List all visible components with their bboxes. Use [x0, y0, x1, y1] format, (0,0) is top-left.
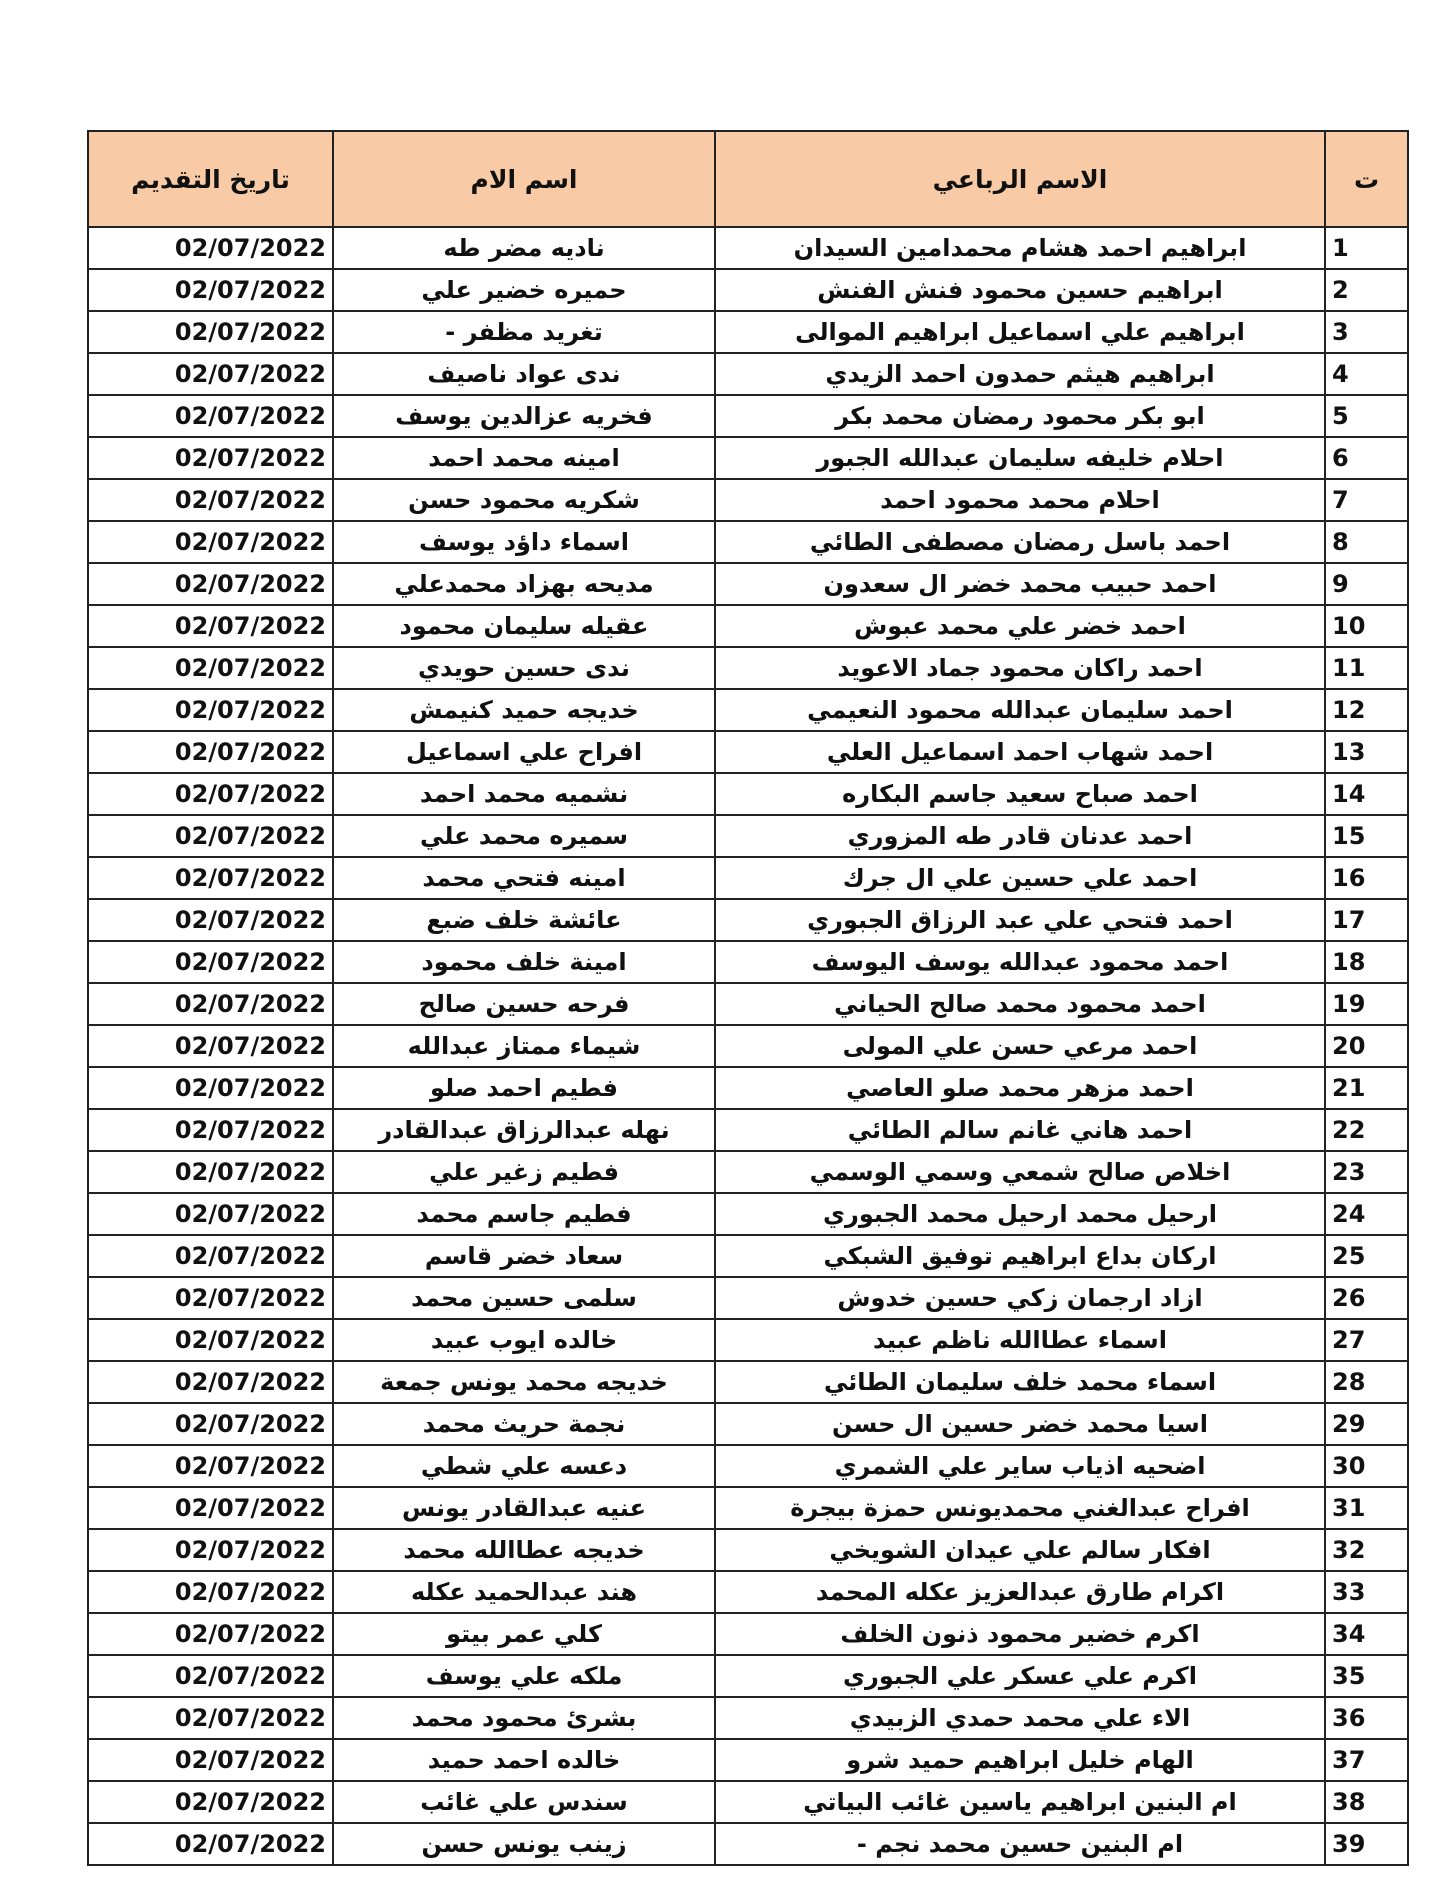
mother-name-cell: تغريد مظفر -: [333, 311, 715, 353]
full-name-cell: اكرم خضير محمود ذنون الخلف: [715, 1613, 1325, 1655]
mother-name-cell: خديجه محمد يونس جمعة: [333, 1361, 715, 1403]
table-row: [88, 1697, 1408, 1739]
application-date-cell: 02/07/2022: [88, 1235, 333, 1277]
application-date-cell: 02/07/2022: [88, 605, 333, 647]
row-number: 5: [1325, 395, 1408, 437]
row-number: 2: [1325, 269, 1408, 311]
application-date-cell: 02/07/2022: [88, 647, 333, 689]
mother-name-cell: نشميه محمد احمد: [333, 773, 715, 815]
application-date-cell: 02/07/2022: [88, 1823, 333, 1865]
full-name-cell: احلام خليفه سليمان عبدالله الجبور: [715, 437, 1325, 479]
row-number: 24: [1325, 1193, 1408, 1235]
application-date-cell: 02/07/2022: [88, 983, 333, 1025]
full-name-cell: اسماء محمد خلف سليمان الطائي: [715, 1361, 1325, 1403]
table-row: [88, 1235, 1408, 1277]
row-number: 15: [1325, 815, 1408, 857]
full-name-cell: احمد مرعي حسن علي المولى: [715, 1025, 1325, 1067]
row-number: 3: [1325, 311, 1408, 353]
table-row: [88, 1067, 1408, 1109]
mother-name-cell: عنيه عبدالقادر يونس: [333, 1487, 715, 1529]
application-date-cell: 02/07/2022: [88, 1193, 333, 1235]
row-number: 26: [1325, 1277, 1408, 1319]
table-row: [88, 815, 1408, 857]
table-row: [88, 1445, 1408, 1487]
mother-name-cell: عائشة خلف ضبع: [333, 899, 715, 941]
full-name-cell: افراح عبدالغني محمديونس حمزة بيجرة: [715, 1487, 1325, 1529]
table-row: [88, 1109, 1408, 1151]
table-row: [88, 479, 1408, 521]
table-row: [88, 1571, 1408, 1613]
application-date-cell: 02/07/2022: [88, 1109, 333, 1151]
row-number: 25: [1325, 1235, 1408, 1277]
mother-name-cell: شكريه محمود حسن: [333, 479, 715, 521]
row-number: 37: [1325, 1739, 1408, 1781]
row-number: 11: [1325, 647, 1408, 689]
mother-name-cell: عقيله سليمان محمود: [333, 605, 715, 647]
row-number: 8: [1325, 521, 1408, 563]
row-number: 27: [1325, 1319, 1408, 1361]
table-row: [88, 1529, 1408, 1571]
mother-name-cell: سميره محمد علي: [333, 815, 715, 857]
row-number: 7: [1325, 479, 1408, 521]
mother-name-cell: فرحه حسين صالح: [333, 983, 715, 1025]
mother-name-cell: هند عبدالحميد عكله: [333, 1571, 715, 1613]
application-date-cell: 02/07/2022: [88, 395, 333, 437]
header-mother-name: اسم الام: [333, 131, 715, 227]
application-date-cell: 02/07/2022: [88, 815, 333, 857]
full-name-cell: احمد خضر علي محمد عبوش: [715, 605, 1325, 647]
full-name-cell: احمد هاني غانم سالم الطائي: [715, 1109, 1325, 1151]
full-name-cell: ام البنين ابراهيم ياسين غائب البياتي: [715, 1781, 1325, 1823]
application-date-cell: 02/07/2022: [88, 227, 333, 269]
application-date-cell: 02/07/2022: [88, 857, 333, 899]
application-date-cell: 02/07/2022: [88, 689, 333, 731]
table-row: [88, 605, 1408, 647]
application-date-cell: 02/07/2022: [88, 563, 333, 605]
full-name-cell: احمد حبيب محمد خضر ال سعدون: [715, 563, 1325, 605]
application-date-cell: 02/07/2022: [88, 311, 333, 353]
full-name-cell: اخلاص صالح شمعي وسمي الوسمي: [715, 1151, 1325, 1193]
mother-name-cell: خالده احمد حميد: [333, 1739, 715, 1781]
row-number: 20: [1325, 1025, 1408, 1067]
application-date-cell: 02/07/2022: [88, 1403, 333, 1445]
full-name-cell: احمد راكان محمود جماد الاعويد: [715, 647, 1325, 689]
full-name-cell: احمد محمود عبدالله يوسف اليوسف: [715, 941, 1325, 983]
mother-name-cell: اسماء داؤد يوسف: [333, 521, 715, 563]
mother-name-cell: سعاد خضر قاسم: [333, 1235, 715, 1277]
table-row: [88, 395, 1408, 437]
full-name-cell: افكار سالم علي عيدان الشويخي: [715, 1529, 1325, 1571]
mother-name-cell: فطيم احمد صلو: [333, 1067, 715, 1109]
table-row: [88, 1655, 1408, 1697]
mother-name-cell: ملكه علي يوسف: [333, 1655, 715, 1697]
application-date-cell: 02/07/2022: [88, 1067, 333, 1109]
application-date-cell: 02/07/2022: [88, 1151, 333, 1193]
mother-name-cell: نهله عبدالرزاق عبدالقادر: [333, 1109, 715, 1151]
full-name-cell: احمد محمود محمد صالح الحياني: [715, 983, 1325, 1025]
table-row: [88, 1025, 1408, 1067]
row-number: 18: [1325, 941, 1408, 983]
table-row: [88, 1823, 1408, 1865]
full-name-cell: ابراهيم حسين محمود فنش الفنش: [715, 269, 1325, 311]
application-date-cell: 02/07/2022: [88, 1277, 333, 1319]
table-row: [88, 773, 1408, 815]
mother-name-cell: خديجه عطاالله محمد: [333, 1529, 715, 1571]
table-row: [88, 227, 1408, 269]
table-row: [88, 983, 1408, 1025]
full-name-cell: ابراهيم هيثم حمدون احمد الزيدي: [715, 353, 1325, 395]
header-application-date: تاريخ التقديم: [88, 131, 333, 227]
application-date-cell: 02/07/2022: [88, 1319, 333, 1361]
row-number: 17: [1325, 899, 1408, 941]
applicants-table: [87, 130, 1409, 1866]
full-name-cell: ازاد ارجمان زكي حسين خدوش: [715, 1277, 1325, 1319]
application-date-cell: 02/07/2022: [88, 479, 333, 521]
full-name-cell: اسيا محمد خضر حسين ال حسن: [715, 1403, 1325, 1445]
mother-name-cell: افراح علي اسماعيل: [333, 731, 715, 773]
application-date-cell: 02/07/2022: [88, 1571, 333, 1613]
row-number: 33: [1325, 1571, 1408, 1613]
table-row: [88, 1739, 1408, 1781]
mother-name-cell: ندى حسين حويدي: [333, 647, 715, 689]
table-row: [88, 1277, 1408, 1319]
row-number: 6: [1325, 437, 1408, 479]
row-number: 19: [1325, 983, 1408, 1025]
table-row: [88, 1403, 1408, 1445]
row-number: 38: [1325, 1781, 1408, 1823]
application-date-cell: 02/07/2022: [88, 1361, 333, 1403]
application-date-cell: 02/07/2022: [88, 1655, 333, 1697]
mother-name-cell: فخريه عزالدين يوسف: [333, 395, 715, 437]
table-row: [88, 311, 1408, 353]
row-number: 36: [1325, 1697, 1408, 1739]
mother-name-cell: بشرئ محمود محمد: [333, 1697, 715, 1739]
mother-name-cell: كلي عمر بيتو: [333, 1613, 715, 1655]
row-number: 23: [1325, 1151, 1408, 1193]
table-row: [88, 1487, 1408, 1529]
application-date-cell: 02/07/2022: [88, 521, 333, 563]
full-name-cell: اركان بداع ابراهيم توفيق الشبكي: [715, 1235, 1325, 1277]
application-date-cell: 02/07/2022: [88, 941, 333, 983]
table-row: [88, 731, 1408, 773]
table-row: [88, 563, 1408, 605]
application-date-cell: 02/07/2022: [88, 899, 333, 941]
header-full-name: الاسم الرباعي: [715, 131, 1325, 227]
mother-name-cell: حميره خضير علي: [333, 269, 715, 311]
table-row: [88, 689, 1408, 731]
full-name-cell: ام البنين حسين محمد نجم -: [715, 1823, 1325, 1865]
table-row: [88, 353, 1408, 395]
application-date-cell: 02/07/2022: [88, 731, 333, 773]
row-number: 14: [1325, 773, 1408, 815]
table-row: [88, 1361, 1408, 1403]
mother-name-cell: شيماء ممتاز عبدالله: [333, 1025, 715, 1067]
table-row: [88, 521, 1408, 563]
application-date-cell: 02/07/2022: [88, 1781, 333, 1823]
application-date-cell: 02/07/2022: [88, 269, 333, 311]
full-name-cell: ارحيل محمد ارحيل محمد الجبوري: [715, 1193, 1325, 1235]
row-number: 9: [1325, 563, 1408, 605]
mother-name-cell: ناديه مضر طه: [333, 227, 715, 269]
table-row: [88, 941, 1408, 983]
full-name-cell: اكرم علي عسكر علي الجبوري: [715, 1655, 1325, 1697]
row-number: 21: [1325, 1067, 1408, 1109]
mother-name-cell: امينه فتحي محمد: [333, 857, 715, 899]
row-number: 31: [1325, 1487, 1408, 1529]
mother-name-cell: زينب يونس حسن: [333, 1823, 715, 1865]
application-date-cell: 02/07/2022: [88, 1529, 333, 1571]
application-date-cell: 02/07/2022: [88, 1487, 333, 1529]
row-number: 12: [1325, 689, 1408, 731]
mother-name-cell: خديجه حميد كنيمش: [333, 689, 715, 731]
row-number: 35: [1325, 1655, 1408, 1697]
full-name-cell: احمد صباح سعيد جاسم البكاره: [715, 773, 1325, 815]
full-name-cell: احمد علي حسين علي ال جرك: [715, 857, 1325, 899]
table-row: [88, 1319, 1408, 1361]
full-name-cell: اكرام طارق عبدالعزيز عكله المحمد: [715, 1571, 1325, 1613]
applicants-sheet: [87, 130, 1407, 1866]
table-header-row: [88, 131, 1408, 227]
table-row: [88, 269, 1408, 311]
full-name-cell: احمد عدنان قادر طه المزوري: [715, 815, 1325, 857]
mother-name-cell: دعسه علي شطي: [333, 1445, 715, 1487]
row-number: 39: [1325, 1823, 1408, 1865]
table-row: [88, 647, 1408, 689]
mother-name-cell: ندى عواد ناصيف: [333, 353, 715, 395]
application-date-cell: 02/07/2022: [88, 437, 333, 479]
row-number: 13: [1325, 731, 1408, 773]
full-name-cell: الاء علي محمد حمدي الزبيدي: [715, 1697, 1325, 1739]
mother-name-cell: مديحه بهزاد محمدعلي: [333, 563, 715, 605]
full-name-cell: احلام محمد محمود احمد: [715, 479, 1325, 521]
table-row: [88, 1781, 1408, 1823]
table-row: [88, 437, 1408, 479]
full-name-cell: احمد سليمان عبدالله محمود النعيمي: [715, 689, 1325, 731]
header-number: ت: [1325, 131, 1408, 227]
table-body: [88, 227, 1408, 1865]
table-row: [88, 899, 1408, 941]
full-name-cell: احمد شهاب احمد اسماعيل العلي: [715, 731, 1325, 773]
row-number: 10: [1325, 605, 1408, 647]
row-number: 22: [1325, 1109, 1408, 1151]
full-name-cell: احمد فتحي علي عبد الرزاق الجبوري: [715, 899, 1325, 941]
row-number: 34: [1325, 1613, 1408, 1655]
row-number: 1: [1325, 227, 1408, 269]
table-row: [88, 1613, 1408, 1655]
mother-name-cell: امينه محمد احمد: [333, 437, 715, 479]
row-number: 4: [1325, 353, 1408, 395]
full-name-cell: الهام خليل ابراهيم حميد شرو: [715, 1739, 1325, 1781]
full-name-cell: ابراهيم احمد هشام محمدامين السيدان: [715, 227, 1325, 269]
application-date-cell: 02/07/2022: [88, 1613, 333, 1655]
mother-name-cell: فطيم زغير علي: [333, 1151, 715, 1193]
application-date-cell: 02/07/2022: [88, 1697, 333, 1739]
application-date-cell: 02/07/2022: [88, 1025, 333, 1067]
full-name-cell: اسماء عطاالله ناظم عبيد: [715, 1319, 1325, 1361]
mother-name-cell: خالده ايوب عبيد: [333, 1319, 715, 1361]
table-row: [88, 857, 1408, 899]
application-date-cell: 02/07/2022: [88, 1445, 333, 1487]
table-row: [88, 1193, 1408, 1235]
full-name-cell: احمد مزهر محمد صلو العاصي: [715, 1067, 1325, 1109]
application-date-cell: 02/07/2022: [88, 1739, 333, 1781]
mother-name-cell: نجمة حريث محمد: [333, 1403, 715, 1445]
mother-name-cell: سندس علي غائب: [333, 1781, 715, 1823]
row-number: 32: [1325, 1529, 1408, 1571]
table-row: [88, 1151, 1408, 1193]
full-name-cell: احمد باسل رمضان مصطفى الطائي: [715, 521, 1325, 563]
row-number: 16: [1325, 857, 1408, 899]
application-date-cell: 02/07/2022: [88, 773, 333, 815]
row-number: 30: [1325, 1445, 1408, 1487]
full-name-cell: اضحيه اذياب ساير علي الشمري: [715, 1445, 1325, 1487]
full-name-cell: ابو بكر محمود رمضان محمد بكر: [715, 395, 1325, 437]
mother-name-cell: سلمى حسين محمد: [333, 1277, 715, 1319]
mother-name-cell: فطيم جاسم محمد: [333, 1193, 715, 1235]
application-date-cell: 02/07/2022: [88, 353, 333, 395]
row-number: 29: [1325, 1403, 1408, 1445]
row-number: 28: [1325, 1361, 1408, 1403]
full-name-cell: ابراهيم علي اسماعيل ابراهيم الموالى: [715, 311, 1325, 353]
mother-name-cell: امينة خلف محمود: [333, 941, 715, 983]
